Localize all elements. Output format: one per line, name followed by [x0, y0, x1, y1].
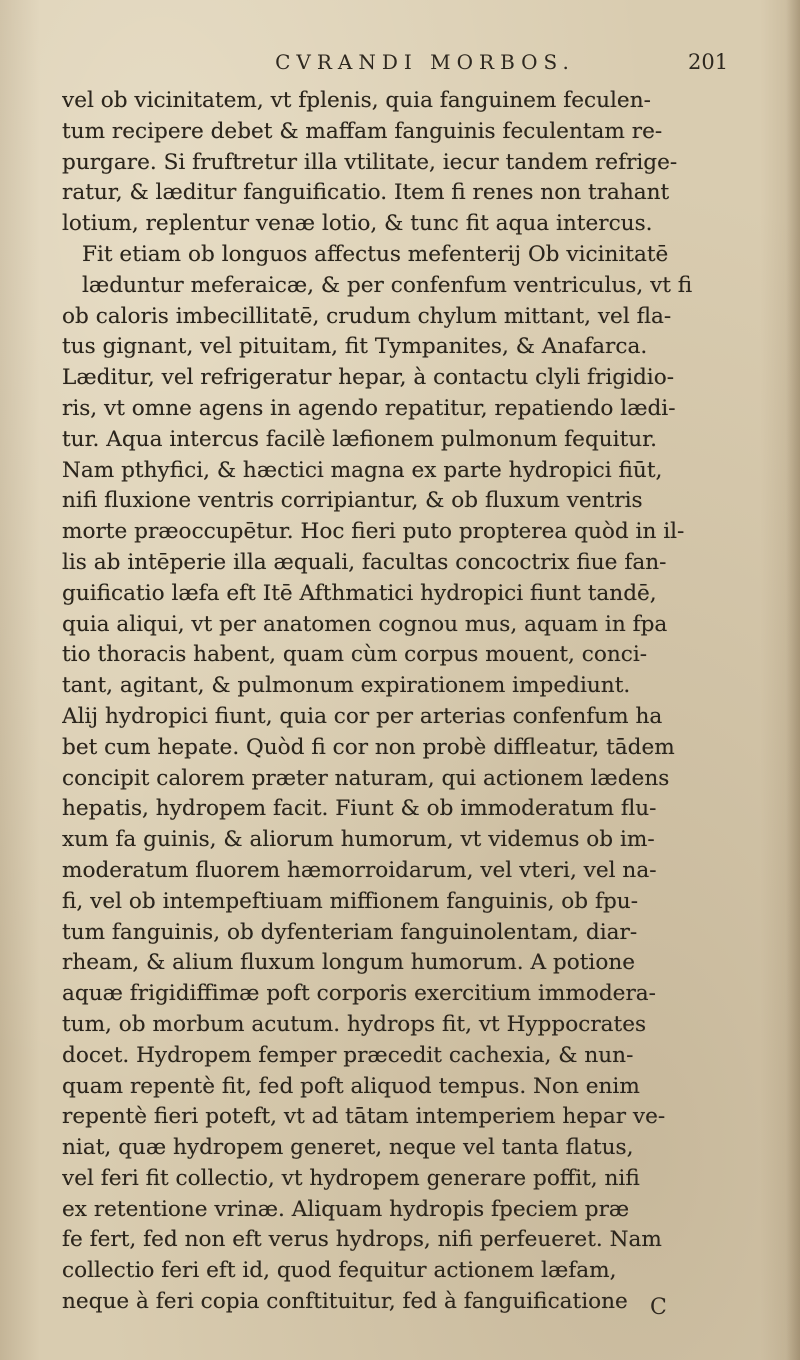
text-line: aquæ frigidiffimæ poft corporis exercitium immodera-	[62, 981, 656, 1007]
text-line: fe fert, fed non eft verus hydrops, nifi perfeueret. Nam	[62, 1227, 662, 1253]
text-line: Nam pthyfici, & hæctici magna ex parte hydropici fiūt,	[62, 457, 663, 483]
text-line: repentè fieri poteft, vt ad tātam intemperiem hepar ve-	[62, 1104, 666, 1130]
text-line: tum recipere debet & maffam fanguinis feculentam re-	[62, 118, 663, 144]
text-line: purgare. Si fruftretur illa vtilitate, iecur tandem refrige-	[62, 149, 678, 175]
page-edge-shadow	[786, 0, 800, 1360]
text-line: Fit etiam ob longuos affectus mefenterij Ob vicinitatē	[82, 241, 669, 267]
text-line: vel ob vicinitatem, vt fplenis, quia fanguinem feculen-	[62, 88, 651, 113]
body-text	[62, 86, 774, 1318]
catchword: C	[650, 1295, 667, 1320]
text-line: fi, vel ob intempeftiuam miffionem fanguinis, ob fpu-	[62, 888, 639, 914]
text-line: hepatis, hydropem facit. Fiunt & ob immoderatum flu-	[62, 796, 657, 822]
text-line: Læditur, vel refrigeratur hepar, à contactu clyli frigidio-	[62, 365, 675, 391]
text-line: morte præoccupētur. Hoc fieri puto propterea quòd in il-	[62, 519, 685, 545]
text-line: tum, ob morbum acutum. hydrops fit, vt Hyppocrates	[62, 1011, 647, 1037]
text-line: guificatio læfa eft Itē Afthmatici hydropici fiunt tandē,	[62, 580, 657, 606]
text-line: tio thoracis habent, quam cùm corpus mouent, conci-	[62, 642, 648, 668]
running-head: CVRANDI MORBOS.	[275, 50, 575, 74]
text-line: Alij hydropici fiunt, quia cor per arterias confenfum ha	[62, 703, 663, 729]
text-line: niat, quæ hydropem generet, neque vel tanta flatus,	[62, 1135, 634, 1161]
text-line: lis ab intēperie illa æquali, facultas concoctrix fiue fan-	[62, 549, 667, 575]
text-line: moderatum fluorem hæmorroidarum, vel vteri, vel na-	[62, 857, 657, 883]
text-line: tum fanguinis, ob dyfenteriam fanguinolentam, diar-	[62, 919, 638, 945]
text-line: collectio feri eft id, quod fequitur actionem læfam,	[62, 1258, 617, 1284]
page-number: 201	[688, 50, 729, 74]
text-line: rheam, & alium fluxum longum humorum. A potione	[62, 950, 636, 976]
text-line: bet cum hepate. Quòd fi cor non probè diffleatur, tādem	[62, 734, 675, 760]
text-line: xum fa guinis, & aliorum humorum, vt videmus ob im-	[62, 827, 655, 853]
text-line: docet. Hydropem femper præcedit cachexia, & nun-	[62, 1042, 634, 1068]
text-line: tur. Aqua intercus facilè læfionem pulmonum fequitur.	[62, 426, 657, 452]
text-line: lotium, replentur venæ lotio, & tunc fit aqua intercus.	[62, 211, 653, 237]
text-line: ob caloris imbecillitatē, crudum chylum mittant, vel fla-	[62, 303, 672, 329]
text-line: quia aliqui, vt per anatomen cognou mus, aquam in fpa	[62, 611, 668, 637]
text-line: tus gignant, vel pituitam, fit Tympanites, & Anafarca.	[62, 334, 648, 360]
text-line: quam repentè fit, fed poft aliquod tempus. Non enim	[62, 1073, 640, 1099]
text-line: tant, agitant, & pulmonum expirationem impediunt.	[62, 673, 631, 699]
text-line: concipit calorem præter naturam, qui actionem lædens	[62, 765, 670, 791]
text-line: nifi fluxione ventris corripiantur, & ob fluxum ventris	[62, 488, 643, 514]
text-line: ratur, & læditur fanguificatio. Item fi renes non trahant	[62, 180, 670, 206]
text-line: neque à feri copia conftituitur, fed à fanguificatione	[62, 1289, 628, 1315]
text-line: ris, vt omne agens in agendo repatitur, repatiendo lædi-	[62, 395, 676, 421]
text-line: vel feri fit collectio, vt hydropem generare poffit, nifi	[62, 1165, 640, 1191]
text-line: læduntur meferaicæ, & per confenfum ventriculus, vt fi	[82, 272, 693, 298]
text-line: ex retentione vrinæ. Aliquam hydropis fpeciem præ	[62, 1196, 630, 1222]
